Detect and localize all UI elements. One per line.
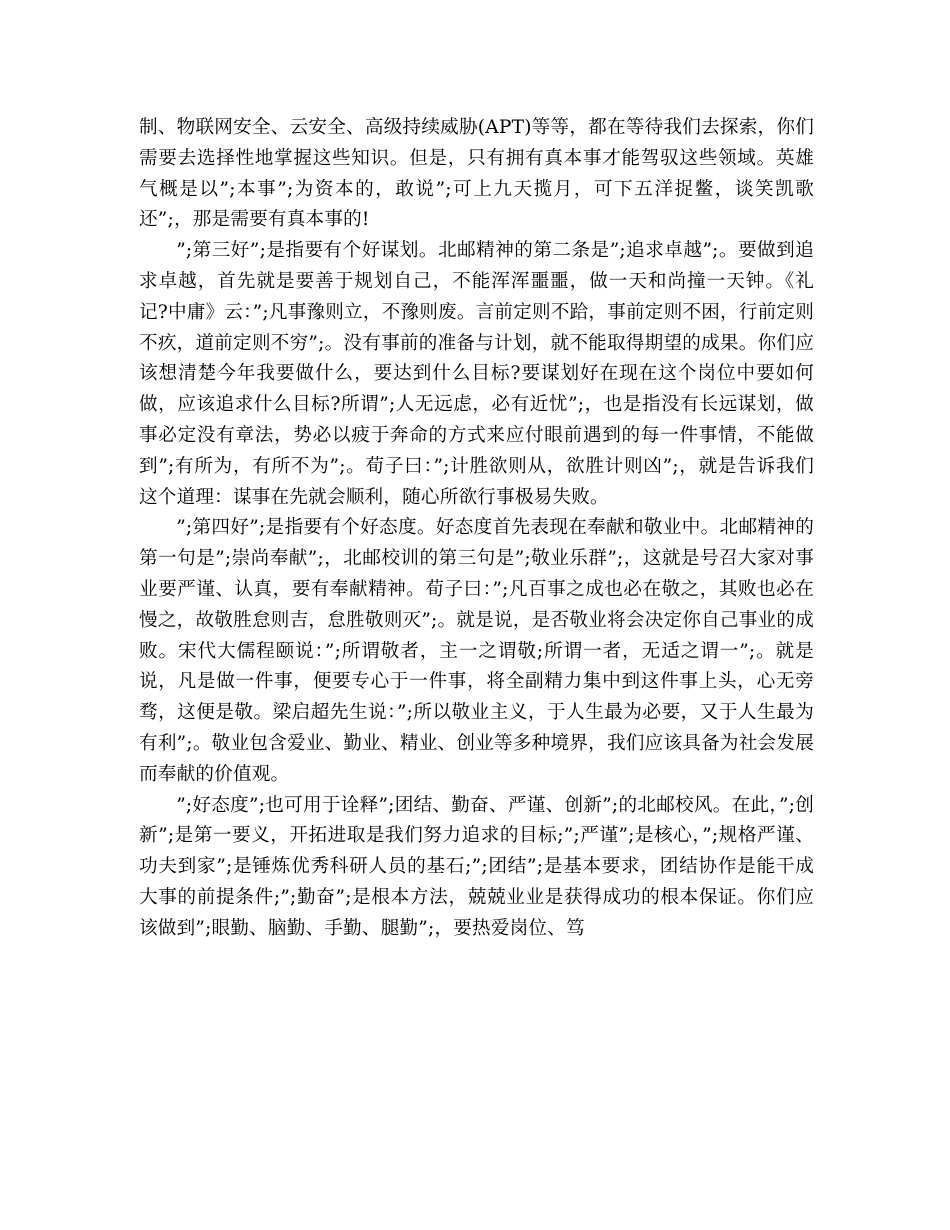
paragraph-1: 制、物联网安全、云安全、高级持续威胁(APT)等等，都在等待我们去探索，你们需要去选择性地掌握这些知识。但是，只有拥有真本事才能驾驭这些领域。英雄气概是以”;本事”;为资本的，敢说”;可上九天揽月，可下五洋捉鳖，谈笑凯歌还”;，那是需要有真本事的! [139,117,814,231]
paragraph-4: ”;好态度”;也可用于诠释”;团结、勤奋、严谨、创新”;的北邮校风。在此，”;创新”;是第一要义，开拓进取是我们努力追求的目标;”;严谨”;是核心，”;规格严谨、功夫到家”;是锤炼优秀科研人员的基石;”;团结”;是基本要求，团结协作是能干成大事的前提条件;”;勤奋”;是根本方法，兢兢业业是获得成功的根本保证。你们应该做到”;眼勤、脑勤、手勤、腿勤”;，要热爱岗位、笃 [139,794,814,939]
paragraph-2: ”;第三好”;是指要有个好谋划。北邮精神的第二条是”;追求卓越”;。要做到追求卓越，首先就是要善于规划自己，不能浑浑噩噩，做一天和尚撞一天钟。《礼记?中庸》云：”;凡事豫则立，不豫则废。言前定则不跲，事前定则不困，行前定则不疚，道前定则不穷”;。没有事前的准备与计划，就不能取得期望的成果。你们应该想清楚今年我要做什么，要达到什么目标?要谋划好在现在这个岗位中要如何做，应该追求什么目标?所谓”;人无远虑，必有近忧”;，也是指没有长远谋划，做事必定没有章法，势必以疲于奔命的方式来应付眼前遇到的每一件事情，不能做到”;有所为，有所不为”;。荀子曰：”;计胜欲则从，欲胜计则凶”;，就是告诉我们这个道理：谋事在先就会顺利，随心所欲行事极易失败。 [139,240,814,508]
document-page [139,113,814,945]
paragraph-3: ”;第四好”;是指要有个好态度。好态度首先表现在奉献和敬业中。北邮精神的第一句是”;崇尚奉献”;，北邮校训的第三句是”;敬业乐群”;，这就是号召大家对事业要严谨、认真，要有奉献精神。荀子曰：”;凡百事之成也必在敬之，其败也必在慢之，故敬胜怠则吉，怠胜敬则灭”;。就是说，是否敬业将会决定你自己事业的成败。宋代大儒程颐说：”;所谓敬者，主一之谓敬;所谓一者，无适之谓一”;。就是说，凡是做一件事，便要专心于一件事，将全副精力集中到这件事上头，心无旁骛，这便是敬。梁启超先生说：”;所以敬业主义，于人生最为必要，又于人生最为有利”;。敬业包含爱业、勤业、精业、创业等多种境界，我们应该具备为社会发展而奉献的价值观。 [139,517,814,785]
